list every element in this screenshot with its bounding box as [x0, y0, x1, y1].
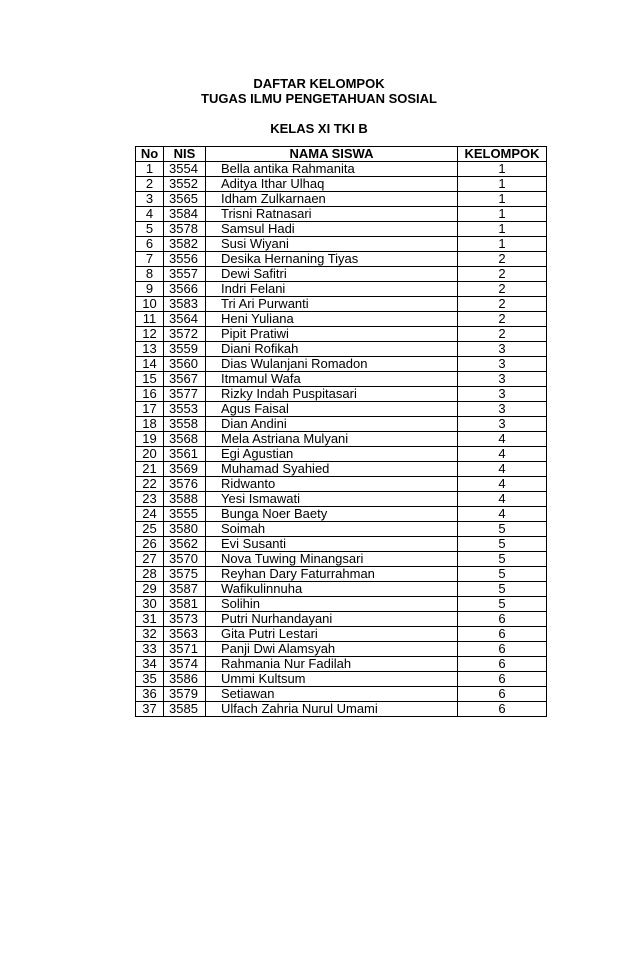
cell-group: 6: [458, 612, 547, 627]
cell-no: 36: [136, 687, 164, 702]
table-row: [136, 582, 547, 597]
cell-no: 23: [136, 492, 164, 507]
cell-group: 2: [458, 297, 547, 312]
cell-group: 1: [458, 192, 547, 207]
cell-group: 3: [458, 402, 547, 417]
column-header-group: KELOMPOK: [458, 147, 547, 162]
cell-name: Wafikulinnuha: [206, 582, 458, 597]
cell-nis: 3562: [164, 537, 206, 552]
table-row: [136, 702, 547, 717]
cell-nis: 3553: [164, 402, 206, 417]
column-header-nis: NIS: [164, 147, 206, 162]
class-label: KELAS XI TKI B: [270, 121, 368, 136]
table-row: [136, 522, 547, 537]
cell-nis: 3588: [164, 492, 206, 507]
cell-nis: 3557: [164, 267, 206, 282]
cell-no: 31: [136, 612, 164, 627]
table-row: [136, 687, 547, 702]
cell-no: 10: [136, 297, 164, 312]
cell-no: 2: [136, 177, 164, 192]
cell-nis: 3554: [164, 162, 206, 177]
cell-no: 16: [136, 387, 164, 402]
table-row: [136, 282, 547, 297]
table-row: [136, 222, 547, 237]
cell-group: 3: [458, 387, 547, 402]
cell-name: Solihin: [206, 597, 458, 612]
cell-group: 1: [458, 162, 547, 177]
cell-name: Bella antika Rahmanita: [206, 162, 458, 177]
cell-no: 32: [136, 627, 164, 642]
cell-name: Susi Wiyani: [206, 237, 458, 252]
cell-name: Gita Putri Lestari: [206, 627, 458, 642]
cell-no: 8: [136, 267, 164, 282]
cell-group: 5: [458, 597, 547, 612]
cell-group: 6: [458, 702, 547, 717]
table-row: [136, 162, 547, 177]
cell-nis: 3566: [164, 282, 206, 297]
cell-no: 34: [136, 657, 164, 672]
cell-no: 15: [136, 372, 164, 387]
cell-no: 22: [136, 477, 164, 492]
cell-group: 4: [458, 462, 547, 477]
cell-name: Setiawan: [206, 687, 458, 702]
cell-name: Dian Andini: [206, 417, 458, 432]
cell-group: 3: [458, 357, 547, 372]
cell-no: 9: [136, 282, 164, 297]
table-row: [136, 402, 547, 417]
cell-group: 2: [458, 312, 547, 327]
cell-group: 6: [458, 657, 547, 672]
cell-nis: 3583: [164, 297, 206, 312]
table-row: [136, 657, 547, 672]
cell-no: 1: [136, 162, 164, 177]
cell-nis: 3587: [164, 582, 206, 597]
cell-nis: 3575: [164, 567, 206, 582]
cell-group: 5: [458, 567, 547, 582]
cell-nis: 3581: [164, 597, 206, 612]
table-header-row: [136, 147, 547, 162]
table-row: [136, 417, 547, 432]
cell-no: 21: [136, 462, 164, 477]
cell-group: 4: [458, 492, 547, 507]
cell-no: 37: [136, 702, 164, 717]
cell-group: 2: [458, 267, 547, 282]
cell-no: 11: [136, 312, 164, 327]
cell-no: 30: [136, 597, 164, 612]
cell-group: 4: [458, 432, 547, 447]
cell-no: 35: [136, 672, 164, 687]
table-row: [136, 552, 547, 567]
cell-no: 19: [136, 432, 164, 447]
cell-name: Diani Rofikah: [206, 342, 458, 357]
cell-no: 3: [136, 192, 164, 207]
cell-group: 5: [458, 522, 547, 537]
cell-name: Reyhan Dary Faturrahman: [206, 567, 458, 582]
cell-name: Ulfach Zahria Nurul Umami: [206, 702, 458, 717]
cell-group: 3: [458, 372, 547, 387]
cell-name: Bunga Noer Baety: [206, 507, 458, 522]
table-row: [136, 177, 547, 192]
document-subtitle: TUGAS ILMU PENGETAHUAN SOSIAL: [201, 91, 437, 106]
cell-group: 1: [458, 237, 547, 252]
cell-nis: 3576: [164, 477, 206, 492]
cell-group: 6: [458, 672, 547, 687]
cell-name: Soimah: [206, 522, 458, 537]
cell-nis: 3580: [164, 522, 206, 537]
cell-no: 24: [136, 507, 164, 522]
student-group-table: [135, 146, 547, 717]
cell-nis: 3573: [164, 612, 206, 627]
cell-nis: 3561: [164, 447, 206, 462]
cell-group: 4: [458, 507, 547, 522]
cell-group: 2: [458, 327, 547, 342]
cell-nis: 3555: [164, 507, 206, 522]
cell-nis: 3570: [164, 552, 206, 567]
cell-name: Trisni Ratnasari: [206, 207, 458, 222]
table-row: [136, 237, 547, 252]
cell-name: Samsul Hadi: [206, 222, 458, 237]
cell-name: Agus Faisal: [206, 402, 458, 417]
cell-no: 12: [136, 327, 164, 342]
cell-name: Desika Hernaning Tiyas: [206, 252, 458, 267]
table-row: [136, 627, 547, 642]
cell-nis: 3577: [164, 387, 206, 402]
cell-no: 13: [136, 342, 164, 357]
cell-name: Rahmania Nur Fadilah: [206, 657, 458, 672]
cell-group: 1: [458, 177, 547, 192]
cell-group: 1: [458, 222, 547, 237]
cell-no: 14: [136, 357, 164, 372]
table-row: [136, 642, 547, 657]
cell-no: 5: [136, 222, 164, 237]
cell-name: Heni Yuliana: [206, 312, 458, 327]
table-row: [136, 672, 547, 687]
table-row: [136, 597, 547, 612]
cell-group: 6: [458, 627, 547, 642]
cell-no: 33: [136, 642, 164, 657]
cell-no: 7: [136, 252, 164, 267]
table-row: [136, 327, 547, 342]
table-row: [136, 462, 547, 477]
table-row: [136, 387, 547, 402]
cell-name: Rizky Indah Puspitasari: [206, 387, 458, 402]
cell-nis: 3579: [164, 687, 206, 702]
cell-nis: 3584: [164, 207, 206, 222]
cell-no: 29: [136, 582, 164, 597]
cell-nis: 3586: [164, 672, 206, 687]
cell-name: Mela Astriana Mulyani: [206, 432, 458, 447]
table-row: [136, 477, 547, 492]
cell-nis: 3568: [164, 432, 206, 447]
cell-name: Pipit Pratiwi: [206, 327, 458, 342]
cell-group: 3: [458, 417, 547, 432]
cell-name: Nova Tuwing Minangsari: [206, 552, 458, 567]
cell-name: Putri Nurhandayani: [206, 612, 458, 627]
cell-group: 6: [458, 687, 547, 702]
table-row: [136, 297, 547, 312]
cell-nis: 3558: [164, 417, 206, 432]
cell-group: 5: [458, 552, 547, 567]
column-header-name: NAMA SISWA: [206, 147, 458, 162]
cell-nis: 3559: [164, 342, 206, 357]
cell-no: 28: [136, 567, 164, 582]
cell-name: Aditya Ithar Ulhaq: [206, 177, 458, 192]
table-row: [136, 432, 547, 447]
table-row: [136, 252, 547, 267]
cell-no: 17: [136, 402, 164, 417]
cell-group: 2: [458, 252, 547, 267]
cell-name: Yesi Ismawati: [206, 492, 458, 507]
table-row: [136, 612, 547, 627]
table-row: [136, 357, 547, 372]
cell-group: 3: [458, 342, 547, 357]
table-body: [136, 162, 547, 717]
cell-name: Egi Agustian: [206, 447, 458, 462]
cell-group: 5: [458, 537, 547, 552]
cell-nis: 3585: [164, 702, 206, 717]
cell-group: 5: [458, 582, 547, 597]
cell-name: Evi Susanti: [206, 537, 458, 552]
cell-name: Ummi Kultsum: [206, 672, 458, 687]
table-row: [136, 372, 547, 387]
cell-group: 6: [458, 642, 547, 657]
table-row: [136, 267, 547, 282]
cell-name: Panji Dwi Alamsyah: [206, 642, 458, 657]
cell-name: Dewi Safitri: [206, 267, 458, 282]
column-header-no: No: [136, 147, 164, 162]
cell-no: 26: [136, 537, 164, 552]
cell-nis: 3574: [164, 657, 206, 672]
cell-name: Idham Zulkarnaen: [206, 192, 458, 207]
table-row: [136, 312, 547, 327]
cell-nis: 3569: [164, 462, 206, 477]
cell-nis: 3552: [164, 177, 206, 192]
cell-nis: 3572: [164, 327, 206, 342]
table-row: [136, 342, 547, 357]
cell-nis: 3563: [164, 627, 206, 642]
document-title: DAFTAR KELOMPOK: [253, 76, 385, 91]
cell-group: 1: [458, 207, 547, 222]
table-row: [136, 207, 547, 222]
cell-no: 6: [136, 237, 164, 252]
table-row: [136, 507, 547, 522]
cell-no: 18: [136, 417, 164, 432]
cell-group: 4: [458, 447, 547, 462]
cell-nis: 3582: [164, 237, 206, 252]
cell-nis: 3565: [164, 192, 206, 207]
cell-nis: 3556: [164, 252, 206, 267]
cell-no: 25: [136, 522, 164, 537]
cell-group: 4: [458, 477, 547, 492]
cell-no: 20: [136, 447, 164, 462]
cell-name: Dias Wulanjani Romadon: [206, 357, 458, 372]
cell-name: Muhamad Syahied: [206, 462, 458, 477]
table-row: [136, 537, 547, 552]
cell-name: Indri Felani: [206, 282, 458, 297]
cell-name: Itmamul Wafa: [206, 372, 458, 387]
cell-no: 4: [136, 207, 164, 222]
cell-name: Ridwanto: [206, 477, 458, 492]
cell-no: 27: [136, 552, 164, 567]
cell-group: 2: [458, 282, 547, 297]
cell-nis: 3571: [164, 642, 206, 657]
table-row: [136, 567, 547, 582]
table-row: [136, 192, 547, 207]
table-row: [136, 492, 547, 507]
cell-nis: 3567: [164, 372, 206, 387]
cell-nis: 3564: [164, 312, 206, 327]
cell-nis: 3560: [164, 357, 206, 372]
table-row: [136, 447, 547, 462]
cell-name: Tri Ari Purwanti: [206, 297, 458, 312]
cell-nis: 3578: [164, 222, 206, 237]
